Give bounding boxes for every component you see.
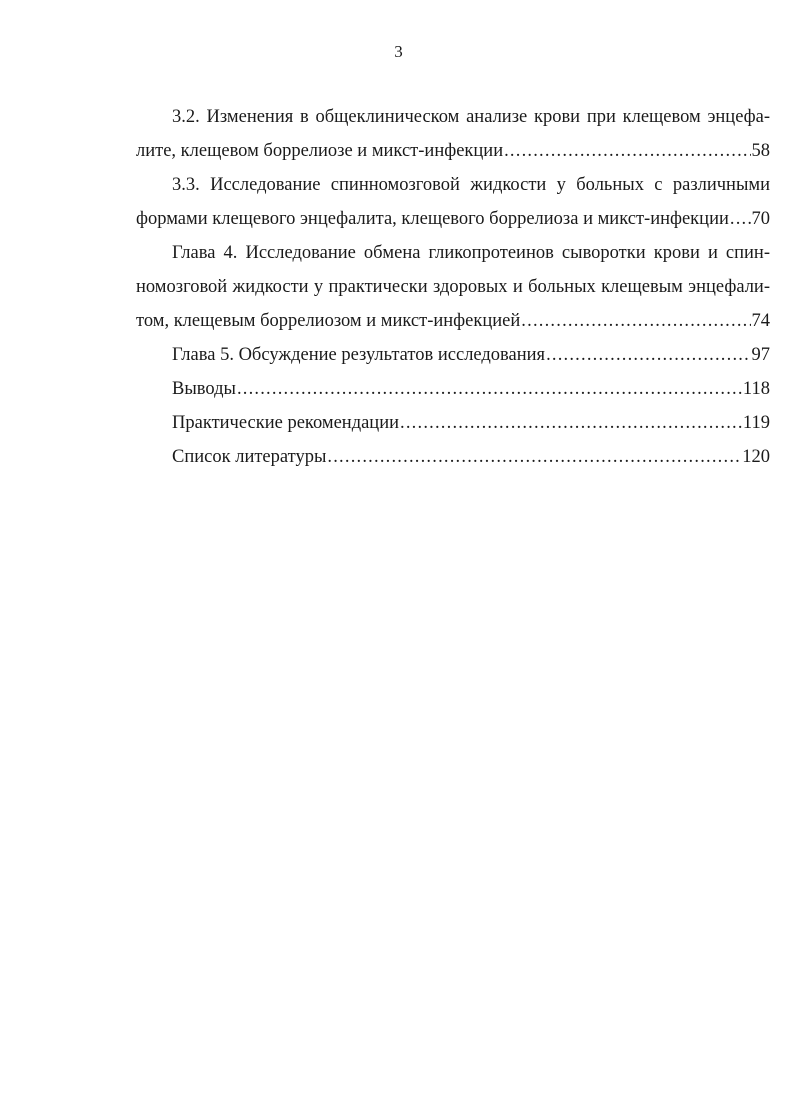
dot-leader [400, 406, 742, 440]
toc-entry-last-line [136, 372, 770, 406]
toc-entry-last-line [136, 406, 770, 440]
dot-leader [730, 202, 751, 236]
toc-entry-chapter-4[interactable] [136, 236, 770, 338]
dot-leader [521, 304, 750, 338]
toc-entry-chapter-5[interactable] [136, 338, 770, 372]
toc-entry-last-line [136, 440, 770, 474]
page-number: 3 [394, 42, 403, 61]
table-of-contents [136, 100, 770, 474]
toc-entry-line [136, 236, 770, 270]
toc-page-number: 119 [742, 413, 770, 433]
toc-entry-3-3[interactable] [136, 168, 770, 236]
toc-entry-last-line [136, 338, 770, 372]
toc-entry-text: том, клещевым боррелиозом и микст-инфекцией [136, 311, 521, 331]
toc-page-number: 70 [751, 209, 770, 229]
toc-entry-text: 3.2. Изменения в общеклиническом анализе крови при клещевом энцефа- [172, 107, 770, 127]
toc-entry-text: Выводы [172, 379, 236, 399]
toc-entry-text: Глава 4. Исследование обмена гликопротеинов сыворотки крови и спин- [172, 243, 770, 263]
dot-leader [237, 372, 742, 406]
toc-entry-text: Глава 5. Обсуждение результатов исследования [172, 345, 546, 365]
toc-page-number: 74 [751, 311, 770, 331]
toc-entry-text: номозговой жидкости у практически здоровых и больных клещевым энцефали- [136, 277, 770, 297]
dot-leader [546, 338, 750, 372]
dot-leader [504, 134, 750, 168]
toc-entry-last-line [136, 202, 770, 236]
toc-entry-recommendations[interactable] [136, 406, 770, 440]
toc-entry-text: Практические рекомендации [172, 413, 400, 433]
dot-leader [327, 440, 741, 474]
toc-entry-line [136, 168, 770, 202]
toc-entry-text: Список литературы [172, 447, 327, 467]
toc-page-number: 118 [742, 379, 770, 399]
toc-entry-text: лите, клещевом боррелиозе и микст-инфекции [136, 141, 504, 161]
toc-entry-3-2[interactable] [136, 100, 770, 168]
toc-entry-line [136, 100, 770, 134]
toc-entry-references[interactable] [136, 440, 770, 474]
toc-entry-last-line [136, 134, 770, 168]
toc-page-number: 58 [751, 141, 770, 161]
toc-entry-text: формами клещевого энцефалита, клещевого боррелиоза и микст-инфекции [136, 209, 729, 229]
toc-entry-last-line [136, 304, 770, 338]
toc-entry-conclusions[interactable] [136, 372, 770, 406]
toc-page-number: 97 [751, 345, 770, 365]
toc-page-number: 120 [742, 447, 770, 467]
toc-entry-line [136, 270, 770, 304]
toc-entry-text: 3.3. Исследование спинномозговой жидкости у больных с различными [172, 175, 770, 195]
